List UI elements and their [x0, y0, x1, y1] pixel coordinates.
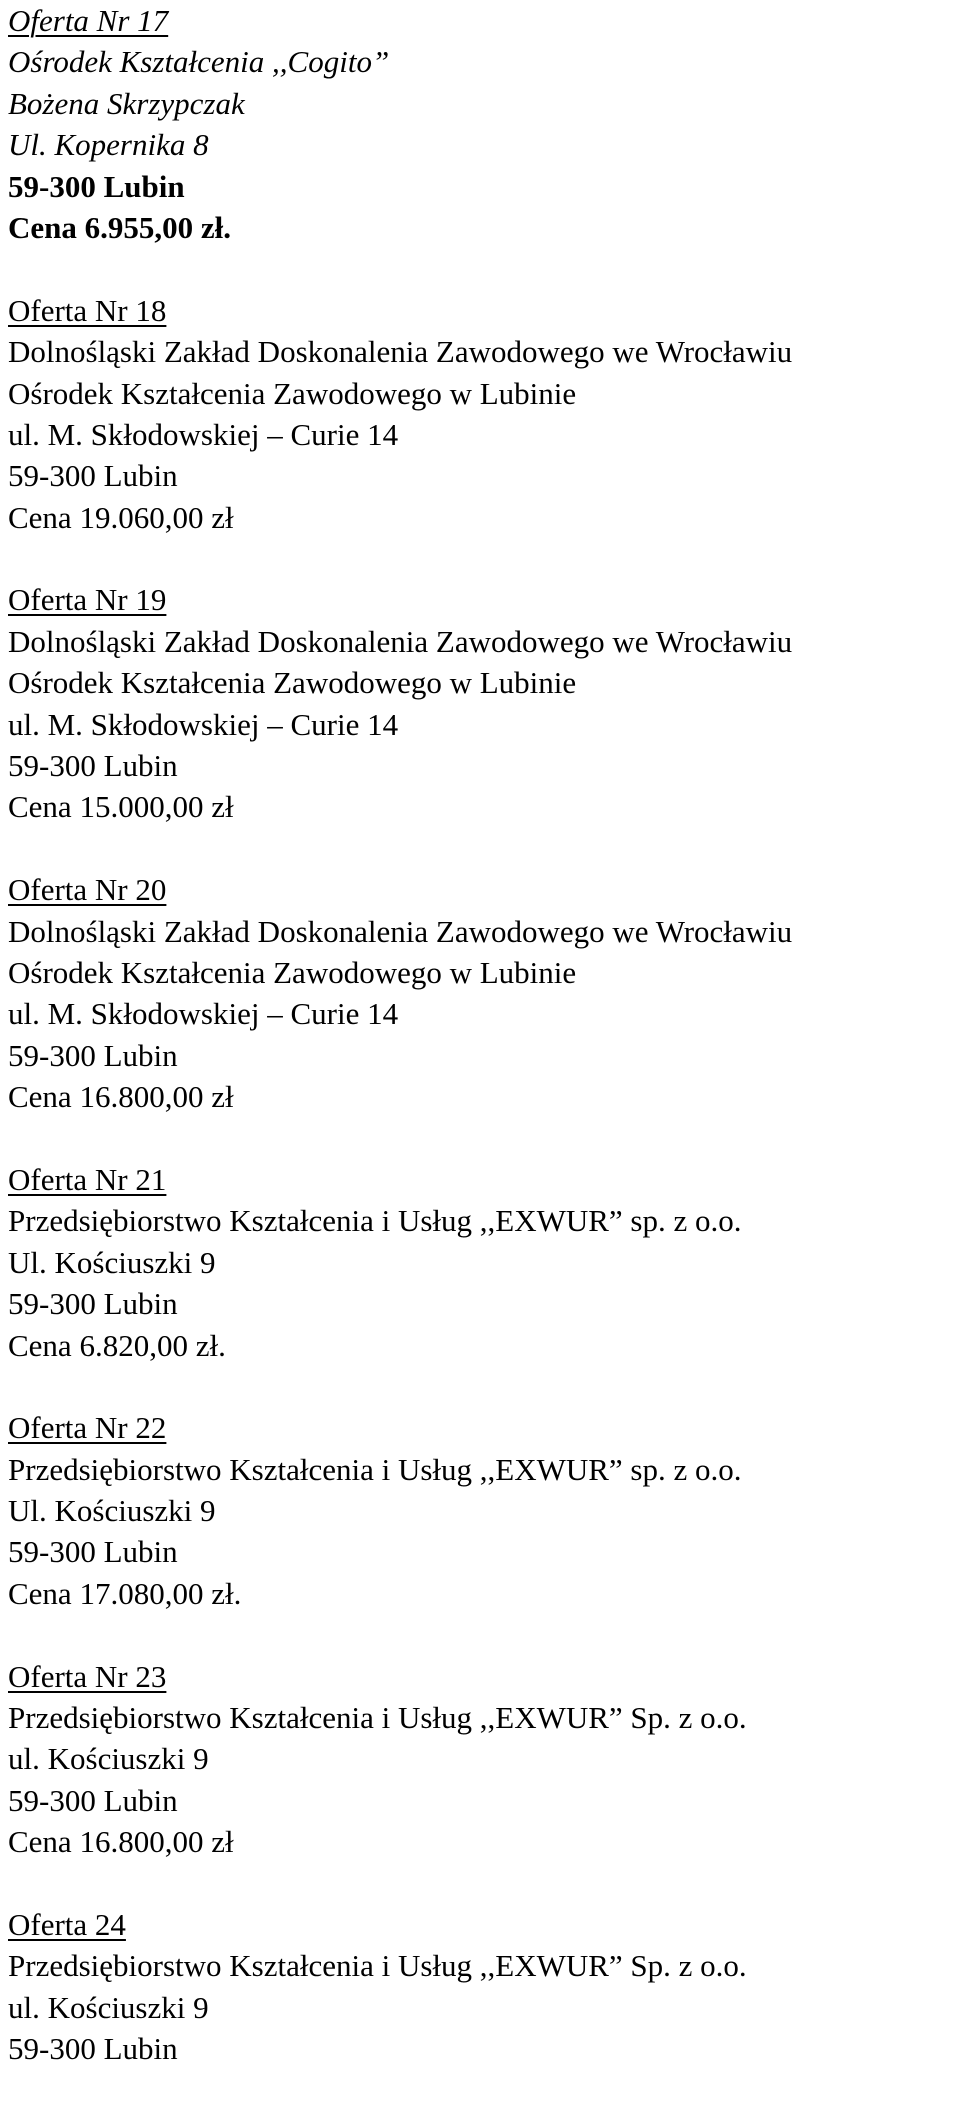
offer-heading: Oferta Nr 18 — [8, 292, 167, 328]
document-page — [8, 0, 954, 2070]
offer-postal-city: 59-300 Lubin — [8, 1782, 178, 1818]
offer-18 — [8, 290, 954, 538]
offer-spacer — [8, 828, 954, 869]
offer-spacer — [8, 1118, 954, 1159]
offer-institution: Przedsiębiorstwo Kształcenia i Usług ,,EXWUR” Sp. z o.o. — [8, 1700, 747, 1736]
offer-heading: Oferta Nr 17 — [8, 3, 169, 38]
offer-price: Cena 17.080,00 zł. — [8, 1575, 242, 1611]
offer-23 — [8, 1656, 954, 1863]
offer-postal-city: 59-300 Lubin — [8, 1286, 178, 1322]
offer-price: Cena 6.820,00 zł. — [8, 1327, 226, 1363]
offer-price: Cena 6.955,00 zł. — [8, 209, 232, 245]
offer-postal-city: 59-300 Lubin — [8, 168, 185, 204]
offer-spacer — [8, 248, 954, 289]
offer-price: Cena 16.800,00 zł — [8, 1824, 234, 1860]
offer-street: Ul. Kościuszki 9 — [8, 1493, 216, 1529]
offer-19 — [8, 579, 954, 827]
offer-street: ul. M. Skłodowskiej – Curie 14 — [8, 416, 399, 452]
offer-branch: Ośrodek Kształcenia Zawodowego w Lubinie — [8, 954, 577, 990]
offer-branch: Ośrodek Kształcenia Zawodowego w Lubinie — [8, 665, 577, 701]
offer-contact-person: Bożena Skrzypczak — [8, 85, 245, 121]
offer-heading: Oferta Nr 19 — [8, 582, 167, 618]
offer-20 — [8, 869, 954, 1117]
offer-heading: Oferta Nr 21 — [8, 1161, 167, 1197]
offer-postal-city: 59-300 Lubin — [8, 1037, 178, 1073]
offer-price: Cena 16.800,00 zł — [8, 1079, 234, 1115]
offer-heading: Oferta Nr 23 — [8, 1658, 167, 1694]
offer-heading: Oferta Nr 22 — [8, 1410, 167, 1446]
offer-price: Cena 19.060,00 zł — [8, 499, 234, 535]
offer-spacer — [8, 1863, 954, 1904]
offer-22 — [8, 1407, 954, 1614]
offer-21 — [8, 1159, 954, 1366]
offer-postal-city: 59-300 Lubin — [8, 748, 178, 784]
offer-institution: Przedsiębiorstwo Kształcenia i Usług ,,EXWUR” Sp. z o.o. — [8, 1948, 747, 1984]
offer-postal-city: 59-300 Lubin — [8, 458, 178, 494]
offer-institution: Ośrodek Kształcenia ,,Cogito” — [8, 44, 390, 80]
offer-spacer — [8, 538, 954, 579]
offer-17 — [8, 0, 954, 248]
offer-branch: Ośrodek Kształcenia Zawodowego w Lubinie — [8, 375, 577, 411]
offer-postal-city: 59-300 Lubin — [8, 1534, 178, 1570]
offer-street: ul. Kościuszki 9 — [8, 1741, 209, 1777]
offer-institution: Dolnośląski Zakład Doskonalenia Zawodowego we Wrocławiu — [8, 913, 793, 949]
offer-street: Ul. Kopernika 8 — [8, 127, 209, 163]
offer-institution: Przedsiębiorstwo Kształcenia i Usług ,,EXWUR” sp. z o.o. — [8, 1203, 742, 1239]
offer-street: ul. M. Skłodowskiej – Curie 14 — [8, 706, 399, 742]
offer-heading: Oferta Nr 20 — [8, 872, 167, 908]
offer-price: Cena 15.000,00 zł — [8, 789, 234, 825]
offer-24 — [8, 1904, 954, 2070]
offer-institution: Dolnośląski Zakład Doskonalenia Zawodowego we Wrocławiu — [8, 623, 793, 659]
offer-institution: Dolnośląski Zakład Doskonalenia Zawodowego we Wrocławiu — [8, 334, 793, 370]
offer-institution: Przedsiębiorstwo Kształcenia i Usług ,,EXWUR” sp. z o.o. — [8, 1451, 742, 1487]
offer-postal-city: 59-300 Lubin — [8, 2031, 178, 2067]
offer-spacer — [8, 1366, 954, 1407]
offer-heading: Oferta 24 — [8, 1906, 126, 1942]
offer-street: Ul. Kościuszki 9 — [8, 1244, 216, 1280]
offer-spacer — [8, 1614, 954, 1655]
offer-street: ul. Kościuszki 9 — [8, 1989, 209, 2025]
offer-street: ul. M. Skłodowskiej – Curie 14 — [8, 996, 399, 1032]
